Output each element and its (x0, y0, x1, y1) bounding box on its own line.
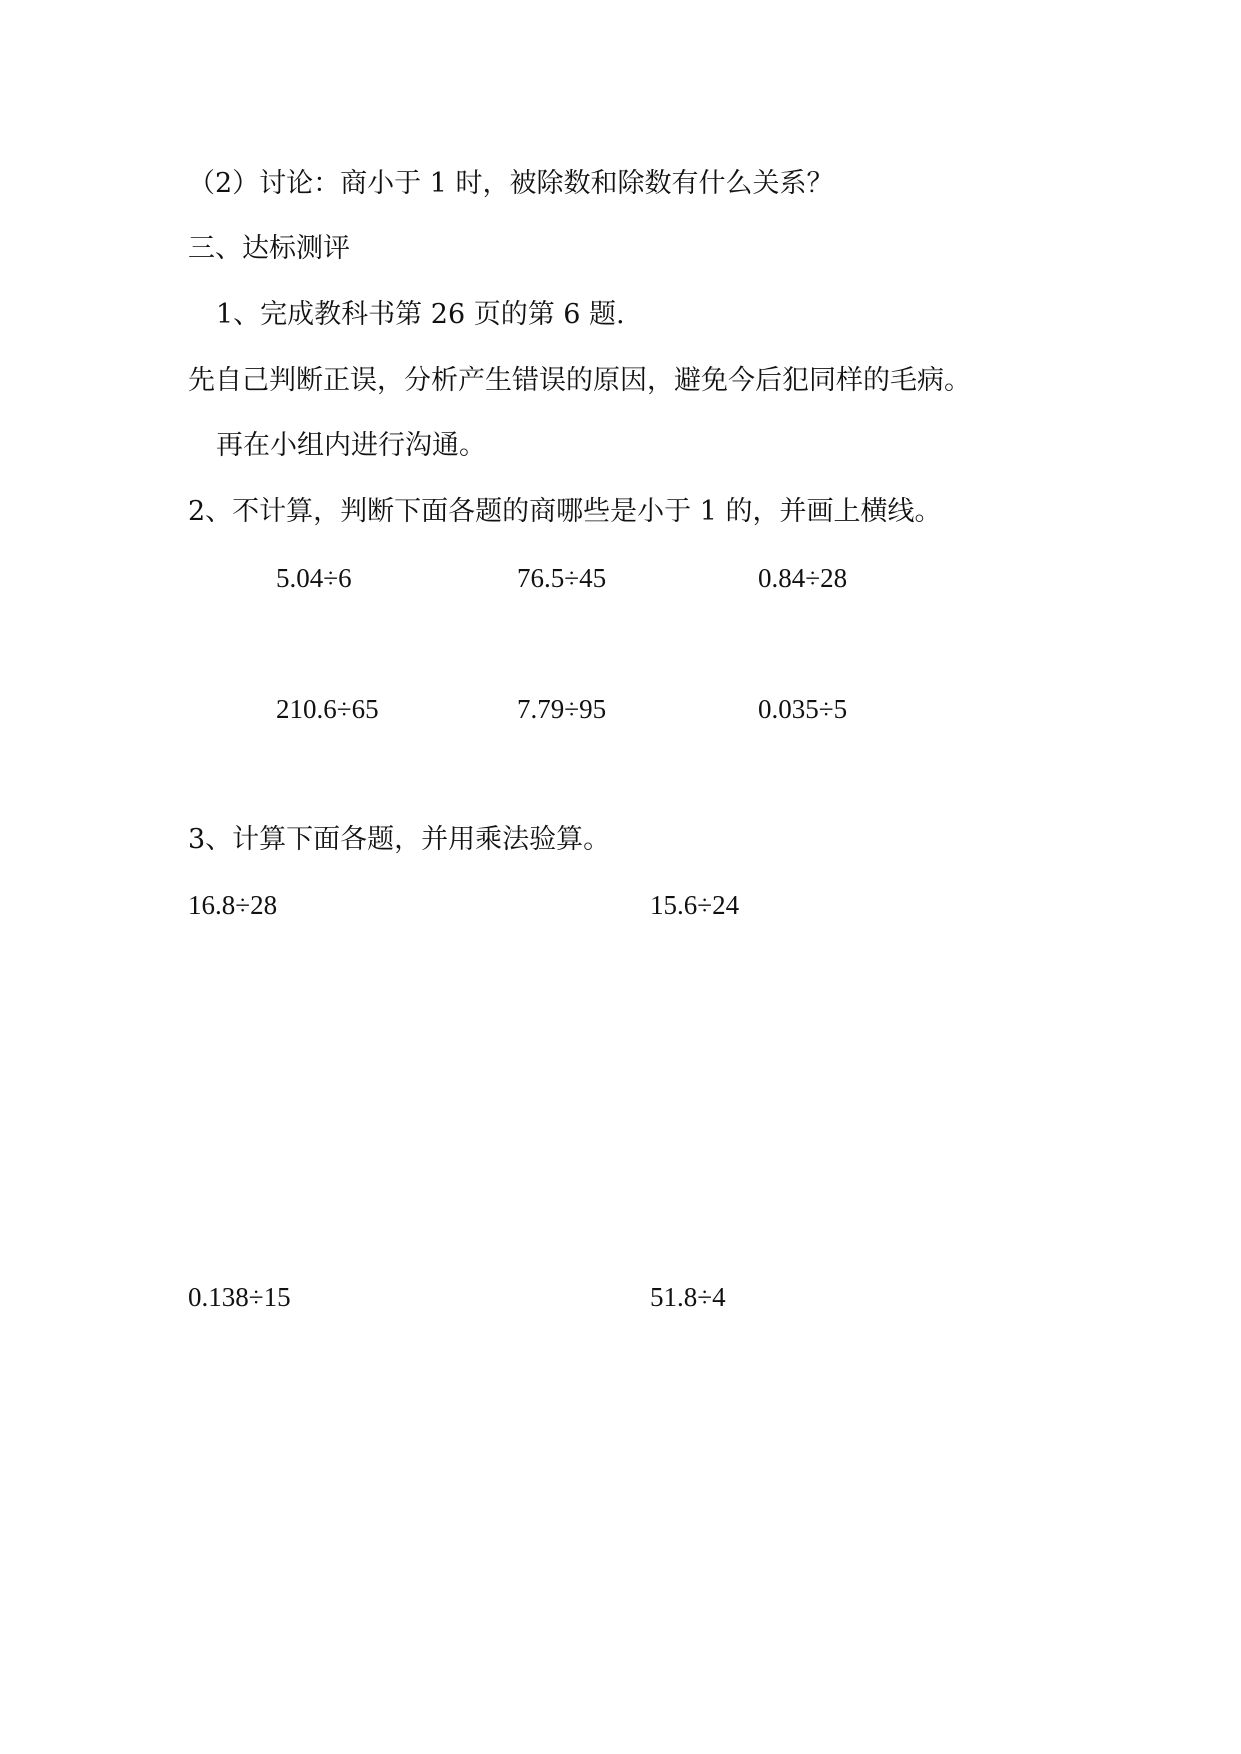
q2-expression: 7.79÷95 (517, 694, 607, 724)
q3-expression: 0.138÷15 (188, 1282, 291, 1312)
q3-expression: 15.6÷24 (650, 890, 740, 920)
question-1-instruction: 先自己判断正误，分析产生错误的原因，避免今后犯同样的毛病。 (188, 365, 971, 396)
discussion-question: （2）讨论：商小于 1 时，被除数和除数有什么关系？ (188, 168, 834, 199)
question-3: 3、计算下面各题，并用乘法验算。 (188, 824, 611, 855)
q2-expression: 210.6÷65 (276, 694, 379, 724)
question-1-group-note: 再在小组内进行沟通。 (216, 430, 486, 461)
q2-expression: 0.035÷5 (758, 694, 848, 724)
question-2: 2、不计算，判断下面各题的商哪些是小于 1 的，并画上横线。 (188, 496, 942, 527)
q2-expression: 0.84÷28 (758, 563, 848, 593)
question-1: 1、完成教科书第 26 页的第 6 题. (216, 299, 625, 330)
q3-expression: 16.8÷28 (188, 890, 278, 920)
q3-expression: 51.8÷4 (650, 1282, 726, 1312)
section-title: 三、达标测评 (188, 233, 350, 264)
q2-expression: 76.5÷45 (517, 563, 607, 593)
q2-expression: 5.04÷6 (276, 563, 352, 593)
